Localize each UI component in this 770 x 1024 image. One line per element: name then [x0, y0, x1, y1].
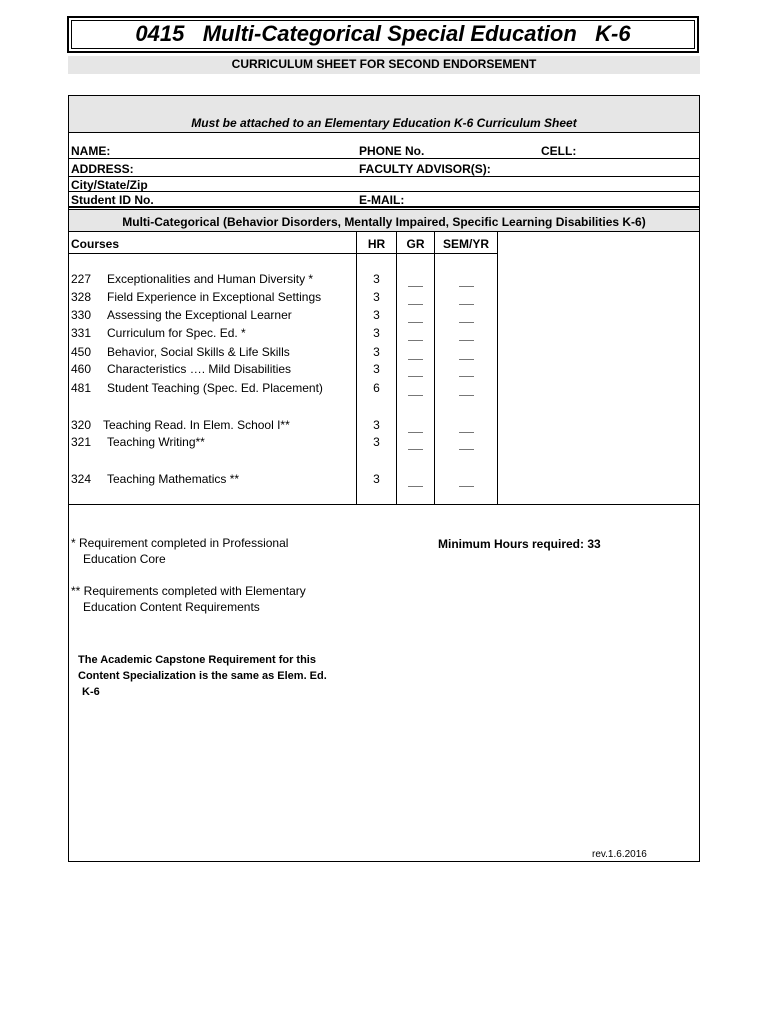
course-hours: 3: [373, 345, 380, 359]
course-hours: 3: [373, 435, 380, 449]
page-subtitle: CURRICULUM SHEET FOR SECOND ENDORSEMENT: [231, 57, 537, 71]
capstone-line1: The Academic Capstone Requirement for this: [78, 654, 316, 666]
semyr-blank: [459, 376, 474, 377]
course-hours: 3: [373, 362, 380, 376]
col-courses: Courses: [71, 237, 120, 251]
course-name: Teaching Writing**: [107, 435, 205, 449]
curriculum-form: [68, 95, 700, 862]
divider: [69, 132, 699, 133]
course-number: 460: [71, 362, 92, 376]
divider: [69, 191, 699, 192]
divider: [69, 209, 699, 210]
student-id-label: Student ID No.: [71, 193, 154, 207]
page-title: 0415 Multi-Categorical Special Education K-6: [135, 21, 631, 46]
course-number: 481: [71, 381, 92, 395]
grade-blank: [408, 359, 423, 360]
semyr-blank: [459, 322, 474, 323]
cell-label: CELL:: [541, 144, 577, 158]
divider: [69, 231, 699, 232]
divider: [69, 206, 699, 208]
phone-label: PHONE No.: [359, 144, 425, 158]
column-rule: [434, 231, 435, 504]
semyr-blank: [459, 486, 474, 487]
note-elem-line2: Education Content Requirements: [83, 600, 260, 614]
email-label: E-MAIL:: [359, 193, 405, 207]
course-name: Teaching Read. In Elem. School I**: [103, 418, 290, 432]
course-hours: 3: [373, 272, 380, 286]
course-name: Curriculum for Spec. Ed. *: [107, 326, 246, 340]
course-number: 450: [71, 345, 92, 359]
course-hours: 3: [373, 326, 380, 340]
note-core-line2: Education Core: [83, 552, 166, 566]
name-label: NAME:: [71, 144, 111, 158]
grade-blank: [408, 395, 423, 396]
course-number: 331: [71, 326, 92, 340]
grade-blank: [408, 432, 423, 433]
course-hours: 3: [373, 308, 380, 322]
grade-blank: [408, 304, 423, 305]
course-number: 321: [71, 435, 92, 449]
address-label: ADDRESS:: [71, 162, 134, 176]
note-elem-line1: ** Requirements completed with Elementary: [71, 584, 306, 598]
semyr-blank: [459, 286, 474, 287]
course-number: 320: [71, 418, 92, 432]
divider: [69, 158, 699, 159]
course-hours: 3: [373, 290, 380, 304]
semyr-blank: [459, 304, 474, 305]
note-core-line1: * Requirement completed in Professional: [71, 536, 289, 550]
course-name: Characteristics …. Mild Disabilities: [107, 362, 292, 376]
grade-blank: [408, 322, 423, 323]
course-name: Behavior, Social Skills & Life Skills: [107, 345, 290, 359]
course-name: Teaching Mathematics **: [107, 472, 240, 486]
course-hours: 6: [373, 381, 380, 395]
semyr-blank: [459, 449, 474, 450]
capstone-line3: K-6: [82, 686, 100, 698]
revision-label: rev.1.6.2016: [592, 849, 647, 860]
semyr-blank: [459, 340, 474, 341]
semyr-blank: [459, 359, 474, 360]
course-name: Assessing the Exceptional Learner: [107, 308, 292, 322]
course-name: Student Teaching (Spec. Ed. Placement): [107, 381, 323, 395]
grade-blank: [408, 449, 423, 450]
capstone-line2: Content Specialization is the same as Elem. Ed.: [78, 670, 327, 682]
attach-note: Must be attached to an Elementary Education K-6 Curriculum Sheet: [191, 116, 577, 130]
course-number: 227: [71, 272, 92, 286]
grade-blank: [408, 486, 423, 487]
divider: [69, 253, 497, 254]
section-title: Multi-Categorical (Behavior Disorders, Mentally Impaired, Specific Learning Disabilities K-6): [122, 215, 646, 229]
course-number: 330: [71, 308, 92, 322]
subtitle-bar: [68, 56, 700, 74]
course-hours: 3: [373, 472, 380, 486]
column-rule: [497, 231, 498, 504]
col-gr: GR: [406, 237, 425, 251]
advisor-label: FACULTY ADVISOR(S):: [359, 162, 491, 176]
grade-blank: [408, 340, 423, 341]
course-name: Exceptionalities and Human Diversity *: [107, 272, 314, 286]
divider: [69, 504, 699, 505]
semyr-blank: [459, 395, 474, 396]
title-box: [67, 16, 699, 53]
col-semyr: SEM/YR: [442, 237, 489, 251]
col-hr: HR: [367, 237, 386, 251]
course-hours: 3: [373, 418, 380, 432]
course-number: 328: [71, 290, 92, 304]
course-number: 324: [71, 472, 92, 486]
divider: [69, 176, 699, 177]
column-rule: [396, 231, 397, 504]
minimum-hours: Minimum Hours required: 33: [438, 537, 601, 551]
course-name: Field Experience in Exceptional Settings: [107, 290, 322, 304]
city-label: City/State/Zip: [71, 178, 148, 192]
grade-blank: [408, 376, 423, 377]
semyr-blank: [459, 432, 474, 433]
grade-blank: [408, 286, 423, 287]
